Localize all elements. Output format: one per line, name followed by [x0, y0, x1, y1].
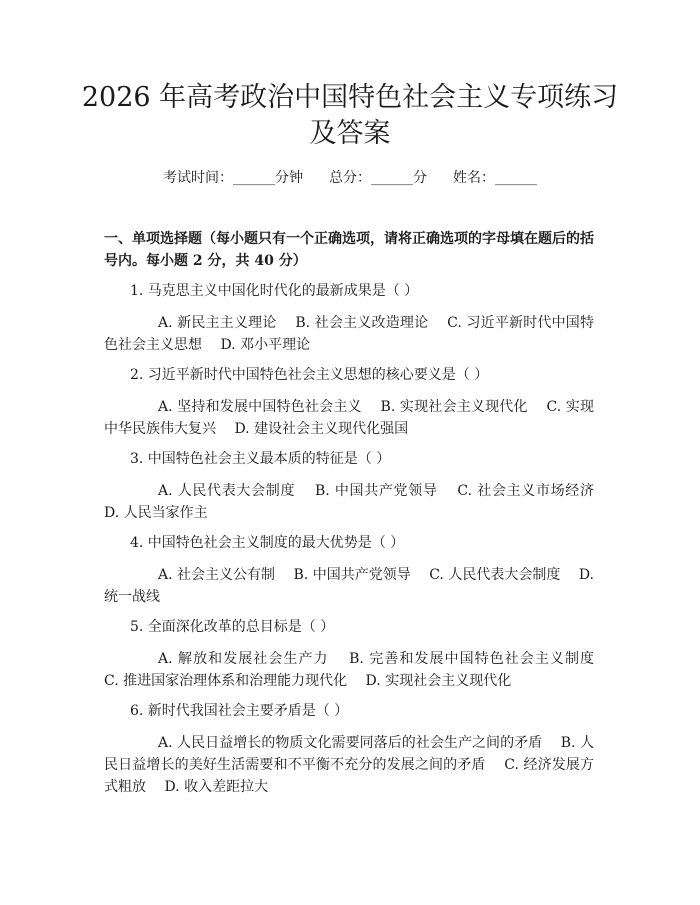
question-options: A. 人民日益增长的物质文化需要同落后的社会生产之间的矛盾 B. 人民日益增长的美好生活需要和不平衡不充分的发展之间的矛盾 C. 经济发展方式粗放 D. 收入差距拉大	[104, 735, 594, 795]
question-options: A. 坚持和发展中国特色社会主义 B. 实现社会主义现代化 C. 实现中华民族伟大复兴 D. 建设社会主义现代化强国	[104, 399, 594, 437]
question-stem: 2. 习近平新时代中国特色社会主义思想的核心要义是（ ）	[130, 367, 489, 383]
question-stem: 6. 新时代我国社会主要矛盾是（ ）	[130, 703, 349, 719]
question-stem: 4. 中国特色社会主义制度的最大优势是（ ）	[130, 535, 405, 551]
question-options: A. 社会主义公有制 B. 中国共产党领导 C. 人民代表大会制度 D. 统一战线	[104, 567, 594, 605]
question-options: A. 新民主主义理论 B. 社会主义改造理论 C. 习近平新时代中国特色社会主义思想 D. 邓小平理论	[104, 315, 594, 353]
question-stem: 1. 马克思主义中国化时代化的最新成果是（ ）	[130, 283, 419, 299]
exam-info-line	[0, 168, 700, 188]
student-name-field: 姓名：______	[453, 170, 537, 186]
section-heading: 一、单项选择题（每小题只有一个正确选项，请将正确选项的字母填在题后的括号内。每小题 2 分，共 40 分）	[104, 231, 594, 269]
question-stem: 5. 全面深化改革的总目标是（ ）	[130, 619, 335, 635]
exam-time-field: 考试时间：______分钟	[163, 170, 303, 186]
question-options: A. 解放和发展社会生产力 B. 完善和发展中国特色社会主义制度 C. 推进国家治理体系和治理能力现代化 D. 实现社会主义现代化	[104, 651, 613, 689]
question-stem: 3. 中国特色社会主义最本质的特征是（ ）	[130, 451, 391, 467]
question-options: A. 人民代表大会制度 B. 中国共产党领导 C. 社会主义市场经济 D. 人民当家作主	[104, 483, 613, 521]
document-title: 2026 年高考政治中国特色社会主义专项练习及答案	[81, 82, 619, 149]
total-score-field: 总分：______分	[329, 170, 427, 186]
